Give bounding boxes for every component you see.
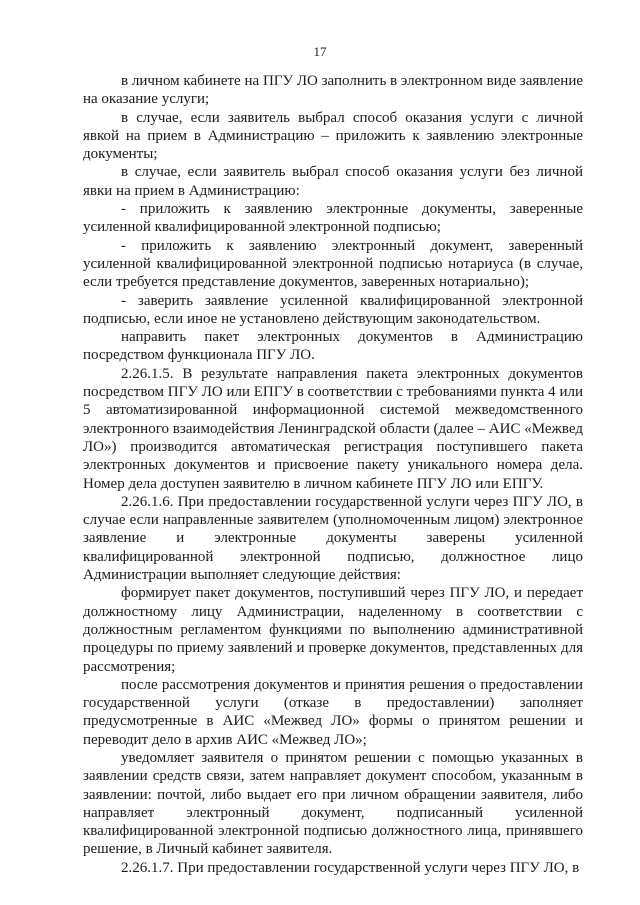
paragraph: 2.26.1.5. В результате направления пакета электронных документов посредством ПГУ ЛО или ЕПГУ в соответствии с требованиями пункта 4 или 5 автоматизированной информационной системой межведомственного электронного взаимодействия Ленинградской области (далее – АИС «Межвед ЛО») производится автоматическая регистрация поступившего пакета электронных документов и присвоение пакету уникального номера дела. Номер дела доступен заявителю в личном кабинете ПГУ ЛО или ЕПГУ.: [83, 365, 583, 492]
list-item: - приложить к заявлению электронные документы, заверенные усиленной квалифицированной электронной подписью;: [83, 201, 583, 236]
paragraph: после рассмотрения документов и принятия решения о предоставлении государственной услуги (отказе в предоставлении) заполняет предусмотренные в АИС «Межвед ЛО» формы о принятом решении и переводит дело в архив АИС «Межвед ЛО»;: [83, 676, 583, 748]
list-item: - заверить заявление усиленной квалифицированной электронной подписью, если иное не установлено действующим законодательством.: [83, 292, 583, 327]
paragraph: формирует пакет документов, поступивший через ПГУ ЛО, и передает должностному лицу Администрации, наделенному в соответствии с должностным регламентом функциями по выполнению административной процедуры по приему заявлений и проверке документов, представленных для рассмотрения;: [83, 585, 583, 675]
list-item: - приложить к заявлению электронный документ, заверенный усиленной квалифицированной электронной подписью нотариуса (в случае, если требуется представление документов, заверенных нотариально);: [83, 237, 583, 291]
paragraph: в случае, если заявитель выбрал способ оказания услуги без личной явки на прием в Администрацию:: [83, 164, 583, 199]
paragraph: направить пакет электронных документов в Администрацию посредством функционала ПГУ ЛО.: [83, 329, 583, 364]
paragraph: 2.26.1.7. При предоставлении государственной услуги через ПГУ ЛО, в: [121, 859, 580, 876]
document-body: [83, 72, 583, 877]
paragraph: в случае, если заявитель выбрал способ оказания услуги с личной явкой на прием в Администрацию – приложить к заявлению электронные документы;: [83, 109, 583, 163]
page-number: 17: [313, 44, 327, 59]
paragraph: уведомляет заявителя о принятом решении с помощью указанных в заявлении средств связи, затем направляет документ способом, указанным в заявлении: почтой, либо выдает его при личном обращении заявителя, либо направляет электронный документ, подписанный усиленной квалифицированной электронной подписью должностного лица, принявшего решение, в Личный кабинет заявителя.: [83, 749, 583, 858]
paragraph: в личном кабинете на ПГУ ЛО заполнить в электронном виде заявление на оказание услуги;: [83, 73, 583, 108]
paragraph: 2.26.1.6. При предоставлении государственной услуги через ПГУ ЛО, в случае если направленные заявителем (уполномоченным лицом) электронное заявление и электронные документы заверены усиленной квалифицированной электронной подписью, должностное лицо Администрации выполняет следующие действия:: [83, 493, 583, 584]
